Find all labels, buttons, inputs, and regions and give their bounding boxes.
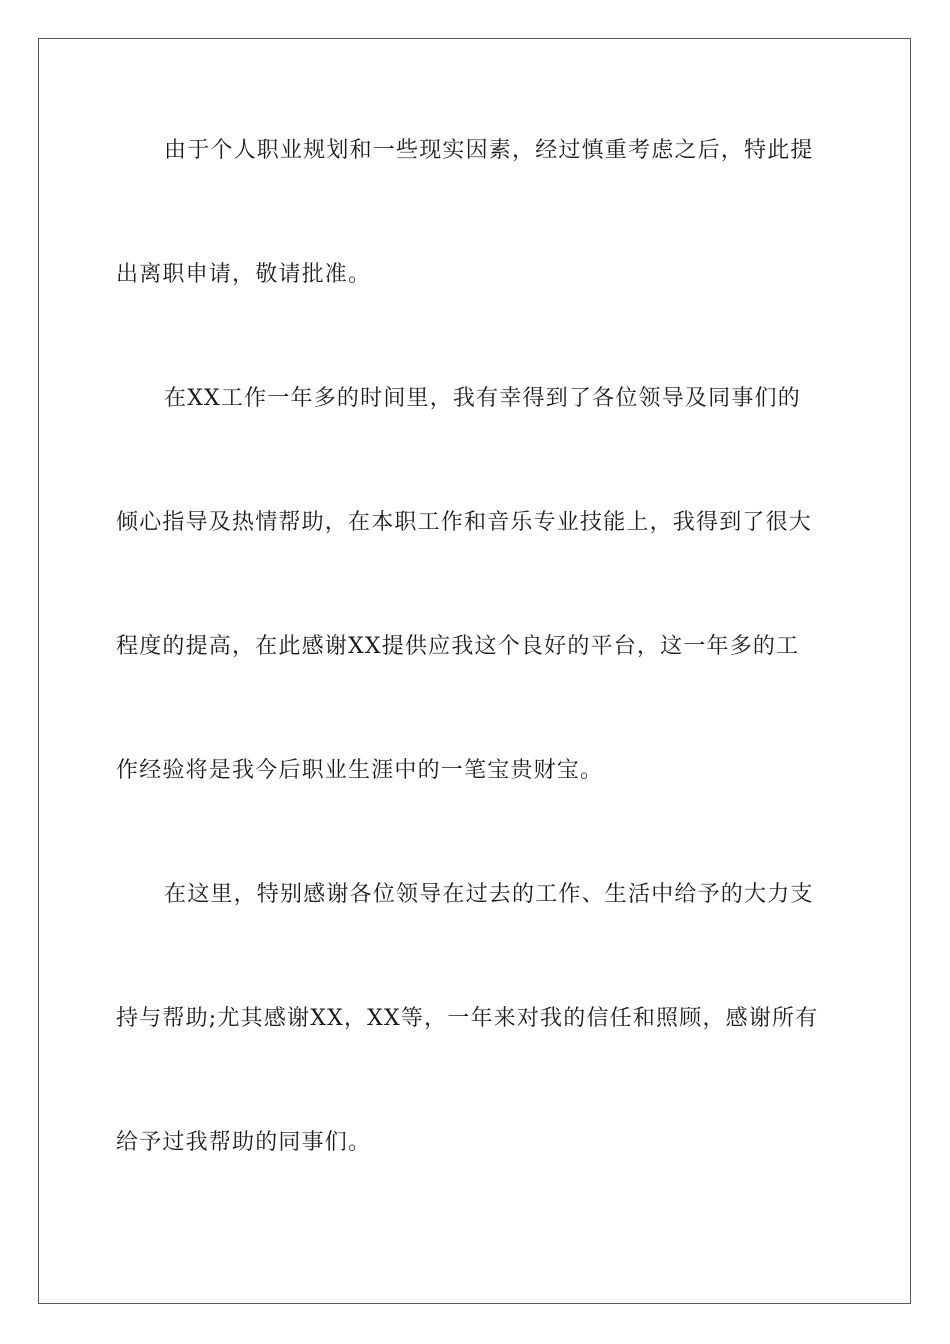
- document-body: [116, 125, 834, 1241]
- text-line: 出离职申请，敬请批准。: [116, 262, 372, 287]
- text-line: 由于个人职业规划和一些现实因素，经过慎重考虑之后，特此提: [164, 138, 814, 163]
- paragraph-resignation-request: [116, 125, 834, 373]
- text-line: 在XX工作一年多的时间里，我有幸得到了各位领导及同事们的: [164, 386, 801, 411]
- text-line: 持与帮助;尤其感谢XX，XX等，一年来对我的信任和照顾，感谢所有: [116, 1006, 819, 1031]
- text-line: 在这里，特别感谢各位领导在过去的工作、生活中给予的大力支: [164, 882, 814, 907]
- paragraph-work-experience: [116, 373, 834, 869]
- text-line: 程度的提高，在此感谢XX提供应我这个良好的平台，这一年多的工: [116, 634, 800, 659]
- text-line: 作经验将是我今后职业生涯中的一笔宝贵财宝。: [116, 758, 604, 783]
- text-line: 倾心指导及热情帮助，在本职工作和音乐专业技能上，我得到了很大: [116, 510, 813, 535]
- paragraph-thanks: [116, 869, 834, 1241]
- text-line: 给予过我帮助的同事们。: [116, 1130, 372, 1155]
